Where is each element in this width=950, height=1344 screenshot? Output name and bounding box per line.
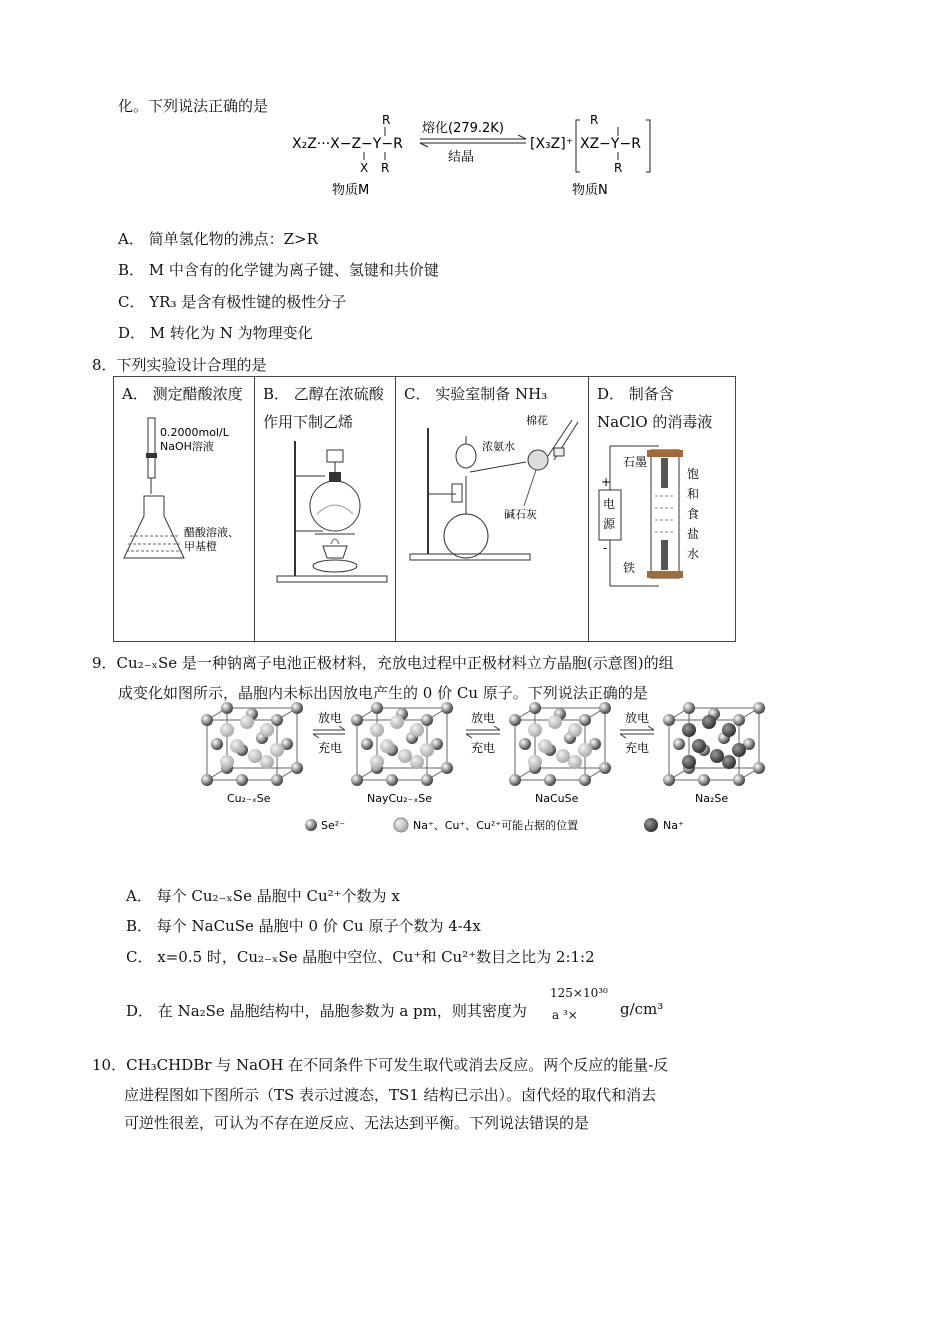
- cell-label-2: NayCu₂₋ₓSe: [367, 792, 432, 805]
- q9-d-denominator: a ³×: [552, 1008, 578, 1022]
- acid-label: 醋酸溶液、: [184, 526, 239, 539]
- naoh-conc: 0.2000mol/L: [160, 426, 229, 439]
- svg-text:放电: 放电: [471, 711, 496, 725]
- cell-a-head: A． 测定醋酸浓度: [122, 385, 243, 403]
- right-cation: [X₃Z]⁺: [530, 136, 574, 152]
- cell-label-4: Na₂Se: [695, 792, 729, 805]
- legend-pos: Na⁺、Cu⁺、Cu²⁺可能占据的位置: [413, 819, 579, 832]
- q9-option-a: A． 每个 Cu₂₋ₓSe 晶胞中 Cu²⁺个数为 x: [126, 887, 400, 905]
- cell-d-head: D． 制备含 NaClO 的消毒液: [597, 385, 713, 431]
- legend-se: Se²⁻: [321, 819, 345, 832]
- label-n: 物质N: [572, 183, 608, 198]
- q7-reaction-scheme: [290, 112, 660, 202]
- right-anion: XZ−Y−R: [580, 136, 641, 152]
- q8-cell-c: [396, 377, 589, 642]
- svg-text:放电: 放电: [318, 711, 343, 725]
- naoh-label: NaOH溶液: [160, 440, 214, 453]
- cell-label-1: Cu₂₋ₓSe: [227, 792, 271, 805]
- arrow-1: [313, 710, 345, 755]
- crystal-cells-figure: [195, 698, 785, 838]
- q8-cell-d: [589, 377, 736, 642]
- ammonia-apparatus: [396, 408, 588, 608]
- indicator-label: 甲基橙: [184, 540, 217, 553]
- svg-text:放电: 放电: [625, 711, 650, 725]
- brine-3: 食: [687, 507, 700, 521]
- q10-line2: 应进程图如下图所示（TS 表示过渡态，TS1 结构已示出）。卤代烃的取代和消去: [124, 1086, 657, 1104]
- arrow-3: [620, 710, 654, 755]
- svg-text:充电: 充电: [625, 741, 650, 755]
- ethylene-apparatus: [255, 436, 395, 636]
- legend-na-swatch: [644, 818, 658, 832]
- left-top-r: R: [382, 113, 391, 127]
- cell-4-structure: [663, 702, 765, 786]
- cell-2-structure: [351, 702, 453, 786]
- q7-option-b: B． M 中含有的化学键为离子键、氢键和共价键: [118, 261, 439, 279]
- soda-lime-label: 碱石灰: [504, 508, 537, 521]
- svg-text:充电: 充电: [471, 741, 496, 755]
- q9-option-d: D． 在 Na₂Se 晶胞结构中，晶胞参数为 a pm，则其密度为: [126, 1002, 527, 1020]
- plus-sign: +: [601, 475, 612, 489]
- power-label-2: 源: [603, 517, 616, 531]
- arrow-2: [466, 710, 500, 755]
- q9-d-unit: g/cm³: [620, 1000, 664, 1018]
- label-m: 物质M: [332, 183, 370, 198]
- brine-2: 和: [687, 487, 700, 501]
- q9-stem-line1: 9．Cu₂₋ₓSe 是一种钠离子电池正极材料，充放电过程中正极材料立方晶胞(示意图)的组: [92, 654, 674, 672]
- cell-c-head: C． 实验室制备 NH₃: [404, 385, 548, 403]
- q8-experiment-table: [113, 376, 736, 642]
- q9-option-b: B． 每个 NaCuSe 晶胞中 0 价 Cu 原子个数为 4-4x: [126, 917, 481, 935]
- left-formula: X₂Z···X−Z−Y−R: [292, 136, 403, 152]
- q7-option-a: A． 简单氢化物的沸点：Z>R: [118, 230, 318, 248]
- q9-option-c: C． x=0.5 时，Cu₂₋ₓSe 晶胞中空位、Cu⁺和 Cu²⁺数目之比为 2:1:2: [126, 948, 595, 966]
- right-top-r: R: [590, 113, 599, 127]
- q10-line1: 10．CH₃CHDBr 与 NaOH 在不同条件下可发生取代或消去反应。两个反应的能量-反: [92, 1056, 669, 1074]
- electrolysis-apparatus: [589, 436, 735, 636]
- q8-cell-a: [114, 377, 255, 642]
- q8-stem: 8．下列实验设计合理的是: [92, 356, 267, 374]
- brine-1: 饱: [687, 467, 700, 481]
- q9-d-numerator: 125×10³⁰: [550, 986, 608, 1000]
- arrow-top-label: 熔化(279.2K): [422, 121, 504, 136]
- graphite-label: 石墨: [623, 455, 648, 469]
- q7-option-d: D． M 转化为 N 为物理变化: [118, 324, 313, 342]
- cotton-label: 棉花: [526, 414, 548, 427]
- right-bottom-r: R: [614, 161, 623, 175]
- svg-text:充电: 充电: [318, 741, 343, 755]
- ammonia-water-label: 浓氨水: [482, 440, 515, 453]
- cell-3-structure: [509, 702, 611, 786]
- arrow-bottom-label: 结晶: [448, 150, 475, 165]
- cell-b-head: B． 乙醇在浓硫酸作用下制乙烯: [263, 385, 384, 431]
- cell-label-3: NaCuSe: [535, 792, 579, 805]
- q9-stem-line2: 成变化如图所示，晶胞内未标出因放电产生的 0 价 Cu 原子。下列说法正确的是: [118, 684, 648, 702]
- q10-line3: 可逆性很差，可认为不存在逆反应、无法达到平衡。下列说法错误的是: [124, 1114, 590, 1132]
- cell-1-structure: [201, 702, 303, 786]
- q7-option-c: C． YR₃ 是含有极性键的极性分子: [118, 293, 347, 311]
- legend-pos-swatch: [394, 818, 408, 832]
- q7-intro: 化。下列说法正确的是: [118, 97, 269, 115]
- q8-cell-b: [255, 377, 396, 642]
- legend-na: Na⁺: [663, 819, 684, 832]
- left-bottom-x: X: [360, 161, 369, 175]
- titration-apparatus: [114, 408, 254, 608]
- minus-sign: -: [603, 541, 608, 555]
- left-bottom-r: R: [381, 161, 390, 175]
- iron-label: 铁: [623, 561, 636, 575]
- legend-se-swatch: [305, 819, 317, 831]
- brine-5: 水: [687, 547, 700, 561]
- power-label-1: 电: [603, 497, 616, 511]
- brine-4: 盐: [687, 527, 700, 541]
